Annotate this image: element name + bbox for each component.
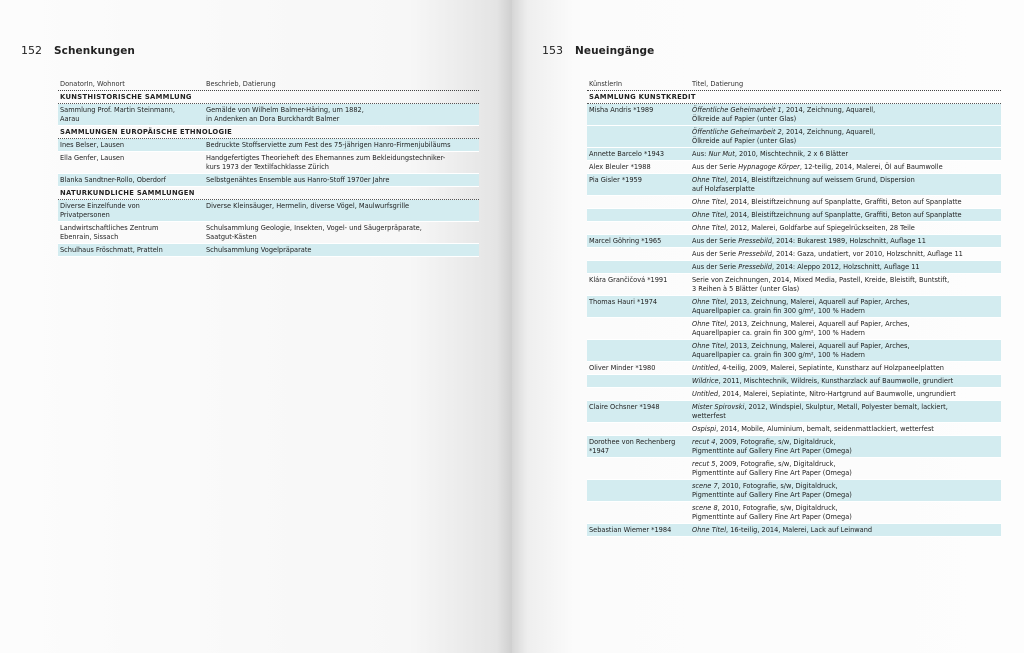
- table-header: [587, 78, 1001, 91]
- work-title: Untitled: [692, 389, 719, 398]
- work-cell: [692, 211, 1001, 220]
- right-page-header: [542, 44, 654, 57]
- work-title: Pressebild: [738, 262, 772, 271]
- artist-cell: [587, 320, 692, 338]
- work-cell: [692, 224, 1001, 233]
- work-details: , 2014, Mobile, Aluminium, bemalt, seidenmattlackiert, wetterfest: [716, 424, 934, 433]
- work-details: , 4-teilig, 2009, Malerei, Sepiatinte, Kunstharz auf Holzpaneelplatten: [718, 363, 944, 372]
- description-cell: Selbstgenähtes Ensemble aus Hanro-Stoff 1970er Jahre: [206, 175, 390, 184]
- table-row: [587, 423, 1001, 436]
- work-prefix: Aus der Serie: [692, 236, 739, 245]
- work-title: Ohne Titel: [692, 525, 727, 534]
- table-row: [58, 222, 479, 244]
- work-cell: [692, 460, 1001, 478]
- work-details: , 12-teilig, 2014, Malerei, Öl auf Baumwolle: [799, 162, 943, 171]
- work-details: , 2010, Mischtechnik, 2 x 6 Blätter: [734, 149, 849, 158]
- table-row: [587, 502, 1001, 524]
- table-row: [587, 436, 1001, 458]
- work-details: , 2010, Fotografie, s/w, Digitaldruck, Pigmenttinte auf Gallery Fine Art Paper (Omega): [692, 503, 852, 521]
- work-details: , 2009, Fotografie, s/w, Digitaldruck, Pigmenttinte auf Gallery Fine Art Paper (Omega): [692, 459, 852, 477]
- table-row: [587, 296, 1001, 318]
- section-heading: KUNSTHISTORISCHE SAMMLUNG: [58, 91, 479, 104]
- description-cell: Diverse Kleinsäuger, Hermelin, diverse Vögel, Maulwurfsgrille: [206, 201, 410, 210]
- work-title: recut 5: [692, 459, 716, 468]
- work-title: Ohne Titel: [692, 210, 727, 219]
- work-title: Hypnagoge Körper: [738, 162, 800, 171]
- table-row: [587, 222, 1001, 235]
- work-cell: [692, 364, 1001, 373]
- work-prefix: Aus der Serie: [692, 249, 739, 258]
- table-row: [587, 388, 1001, 401]
- artist-cell: Pia Gisler *1959: [589, 175, 642, 184]
- artist-cell: Misha Andris *1989: [589, 105, 654, 114]
- work-prefix: Serie von Zeichnungen, 2014, Mixed Media, Pastell, Kreide, Bleistift, Buntstift, 3 Reihen à 5 Blätter (unter Glas): [692, 275, 950, 293]
- table-row: [587, 375, 1001, 388]
- section-heading: SAMMLUNG KUNSTKREDIT: [587, 91, 1001, 104]
- table-row: [587, 104, 1001, 126]
- work-details: , 2011, Mischtechnik, Wildreis, Kunstharzlack auf Baumwolle, grundiert: [718, 376, 954, 385]
- artist-cell: [587, 425, 692, 434]
- table-row: [587, 401, 1001, 423]
- work-title: Öffentliche Geheimarbeit 1: [692, 105, 782, 114]
- table-row: [587, 261, 1001, 274]
- section-heading: SAMMLUNGEN EUROPÄISCHE ETHNOLOGIE: [58, 126, 479, 139]
- table-row: [58, 200, 479, 222]
- work-cell: [692, 377, 1001, 386]
- artist-cell: [587, 263, 692, 272]
- page-number: 153: [542, 44, 563, 57]
- table-row: [58, 104, 479, 126]
- work-cell: [692, 128, 1001, 146]
- table-row: [58, 152, 479, 174]
- work-cell: [692, 320, 1001, 338]
- table-row: [587, 524, 1001, 537]
- work-details: , 2009, Fotografie, s/w, Digitaldruck, Pigmenttinte auf Gallery Fine Art Paper (Omega): [692, 437, 852, 455]
- acquisitions-table: [587, 78, 1001, 537]
- artist-cell: Sebastian Wiemer *1984: [589, 525, 672, 534]
- work-title: Mister Spirovski: [692, 402, 745, 411]
- artist-cell: [587, 224, 692, 233]
- table-row: [587, 148, 1001, 161]
- work-prefix: Aus der Serie: [692, 162, 739, 171]
- work-cell: [692, 250, 1001, 259]
- work-details: , 2012, Malerei, Goldfarbe auf Spiegelrückseiten, 28 Teile: [726, 223, 915, 232]
- table-row: [587, 458, 1001, 480]
- work-cell: [692, 425, 1001, 434]
- artist-cell: [587, 482, 692, 500]
- work-cell: [692, 482, 1001, 500]
- description-cell: Schulsammlung Vogelpräparate: [206, 245, 312, 254]
- artist-cell: [587, 504, 692, 522]
- artist-cell: [587, 460, 692, 478]
- work-details: , 2014: Aleppo 2012, Holzschnitt, Auflage 11: [771, 262, 920, 271]
- work-cell: [692, 237, 1001, 246]
- right-page: [512, 0, 1024, 653]
- artist-cell: [587, 211, 692, 220]
- work-cell: [692, 150, 1001, 159]
- work-prefix: Aus:: [692, 149, 709, 158]
- donor-cell: Schulhaus Fröschmatt, Pratteln: [60, 245, 163, 254]
- work-cell: [692, 106, 1001, 124]
- donor-cell: Ella Genfer, Lausen: [60, 153, 125, 162]
- work-details: , 2013, Zeichnung, Malerei, Aquarell auf Papier, Arches, Aquarellpapier ca. grain fin 300 g/m², 100 % Hadern: [692, 297, 910, 315]
- work-title: Ohne Titel: [692, 341, 727, 350]
- work-title: Pressebild: [738, 236, 772, 245]
- work-details: , 2014, Malerei, Sepiatinte, Nitro-Hartgrund auf Baumwolle, ungrundiert: [718, 389, 956, 398]
- table-row: [587, 480, 1001, 502]
- column-header: KünstlerIn: [589, 80, 623, 88]
- artist-cell: Oliver Minder *1980: [589, 363, 656, 372]
- column-header: DonatorIn, Wohnort: [60, 80, 125, 88]
- work-title: Untitled: [692, 363, 719, 372]
- work-details: , 2013, Zeichnung, Malerei, Aquarell auf Papier, Arches, Aquarellpapier ca. grain fin 300 g/m², 100 % Hadern: [692, 341, 910, 359]
- table-row: [587, 161, 1001, 174]
- work-title: Ohne Titel: [692, 175, 727, 184]
- work-details: , 2014, Zeichnung, Aquarell, Ölkreide auf Papier (unter Glas): [692, 105, 876, 123]
- table-row: [58, 139, 479, 152]
- artist-cell: Thomas Hauri *1974: [589, 297, 658, 306]
- column-header: Titel, Datierung: [692, 80, 744, 88]
- artist-cell: [587, 250, 692, 259]
- table-header: [58, 78, 479, 91]
- artist-cell: [587, 390, 692, 399]
- work-details: , 16-teilig, 2014, Malerei, Lack auf Leinwand: [726, 525, 873, 534]
- work-title: Wildrice: [692, 376, 719, 385]
- work-details: , 2014, Zeichnung, Aquarell, Ölkreide auf Papier (unter Glas): [692, 127, 876, 145]
- work-details: , 2012, Windspiel, Skulptur, Metall, Polyester bemalt, lackiert, wetterfest: [692, 402, 948, 420]
- section-heading: NATURKUNDLICHE SAMMLUNGEN: [58, 187, 479, 200]
- work-details: , 2014, Bleistiftzeichnung auf Spanplatte, Graffiti, Beton auf Spanplatte: [726, 197, 962, 206]
- work-cell: [692, 504, 1001, 522]
- donor-cell: Landwirtschaftliches Zentrum Ebenrain, Sissach: [60, 223, 159, 241]
- description-cell: Schulsammlung Geologie, Insekten, Vogel- und Säugerpräparate, Saatgut-Kästen: [206, 223, 422, 241]
- work-cell: [692, 176, 1001, 194]
- work-cell: [692, 163, 1001, 172]
- artist-cell: [587, 198, 692, 207]
- description-cell: Gemälde von Wilhelm Balmer-Häring, um 1882, in Andenken an Dora Burckhardt Balmer: [206, 105, 364, 123]
- artist-cell: Claire Ochsner *1948: [589, 402, 660, 411]
- table-row: [58, 174, 479, 187]
- page-number: 152: [21, 44, 42, 57]
- table-row: [587, 196, 1001, 209]
- artist-cell: [587, 342, 692, 360]
- work-title: Ohne Titel: [692, 197, 727, 206]
- work-cell: [692, 526, 1001, 535]
- description-cell: Handgefertigtes Theorieheft des Ehemannes zum Bekleidungstechniker- kurs 1973 der Textilfachklasse Zürich: [206, 153, 446, 171]
- table-row: [587, 248, 1001, 261]
- artist-cell: Annette Barcelo *1943: [589, 149, 665, 158]
- page-title: Schenkungen: [54, 45, 136, 57]
- work-title: Pressebild: [738, 249, 772, 258]
- work-cell: [692, 298, 1001, 316]
- work-cell: [692, 198, 1001, 207]
- column-header: Beschrieb, Datierung: [206, 80, 276, 88]
- work-prefix: Aus der Serie: [692, 262, 739, 271]
- left-page-header: [21, 44, 135, 57]
- work-cell: [692, 263, 1001, 272]
- work-details: , 2014, Bleistiftzeichnung auf weissem Grund, Dispersion auf Holzfaserplatte: [692, 175, 915, 193]
- description-cell: Bedruckte Stoffserviette zum Fest des 75-jährigen Hanro-Firmenjubiläums: [206, 140, 451, 149]
- table-row: [587, 235, 1001, 248]
- work-title: scene 8: [692, 503, 718, 512]
- table-row: [587, 318, 1001, 340]
- work-cell: [692, 390, 1001, 399]
- table-row: [587, 362, 1001, 375]
- artist-cell: Dorothee von Rechenberg *1947: [589, 437, 676, 455]
- artist-cell: Klára Grančičová *1991: [589, 275, 668, 284]
- donor-cell: Sammlung Prof. Martin Steinmann, Aarau: [60, 105, 175, 123]
- work-title: Öffentliche Geheimarbeit 2: [692, 127, 782, 136]
- table-row: [587, 174, 1001, 196]
- work-details: , 2014: Bukarest 1989, Holzschnitt, Auflage 11: [771, 236, 926, 245]
- work-cell: [692, 438, 1001, 456]
- work-details: , 2014: Gaza, undatiert, vor 2010, Holzschnitt, Auflage 11: [771, 249, 963, 258]
- artist-cell: Marcel Göhring *1965: [589, 236, 662, 245]
- page-title: Neueingänge: [575, 45, 655, 57]
- work-cell: [692, 403, 1001, 421]
- artist-cell: [587, 128, 692, 146]
- work-title: Ohne Titel: [692, 297, 727, 306]
- work-title: Nur Mut: [708, 149, 735, 158]
- table-row: [587, 126, 1001, 148]
- table-row: [587, 340, 1001, 362]
- work-title: Ohne Titel: [692, 319, 727, 328]
- donor-cell: Diverse Einzelfunde von Privatpersonen: [60, 201, 140, 219]
- table-row: [587, 274, 1001, 296]
- table-row: [587, 209, 1001, 222]
- work-details: , 2010, Fotografie, s/w, Digitaldruck, Pigmenttinte auf Gallery Fine Art Paper (Omega): [692, 481, 852, 499]
- table-row: [58, 244, 479, 257]
- work-details: , 2014, Bleistiftzeichnung auf Spanplatte, Graffiti, Beton auf Spanplatte: [726, 210, 962, 219]
- artist-cell: Alex Bleuler *1988: [589, 162, 651, 171]
- work-title: scene 7: [692, 481, 718, 490]
- artist-cell: [587, 377, 692, 386]
- work-cell: [692, 342, 1001, 360]
- work-title: recut 4: [692, 437, 716, 446]
- work-title: Ohne Titel: [692, 223, 727, 232]
- work-details: , 2013, Zeichnung, Malerei, Aquarell auf Papier, Arches, Aquarellpapier ca. grain fin 300 g/m², 100 % Hadern: [692, 319, 910, 337]
- work-cell: [692, 276, 1001, 294]
- work-title: Ospispi: [692, 424, 717, 433]
- donor-cell: Blanka Sandtner-Rollo, Oberdorf: [60, 175, 166, 184]
- donations-table: [58, 78, 479, 257]
- donor-cell: Ines Belser, Lausen: [60, 140, 125, 149]
